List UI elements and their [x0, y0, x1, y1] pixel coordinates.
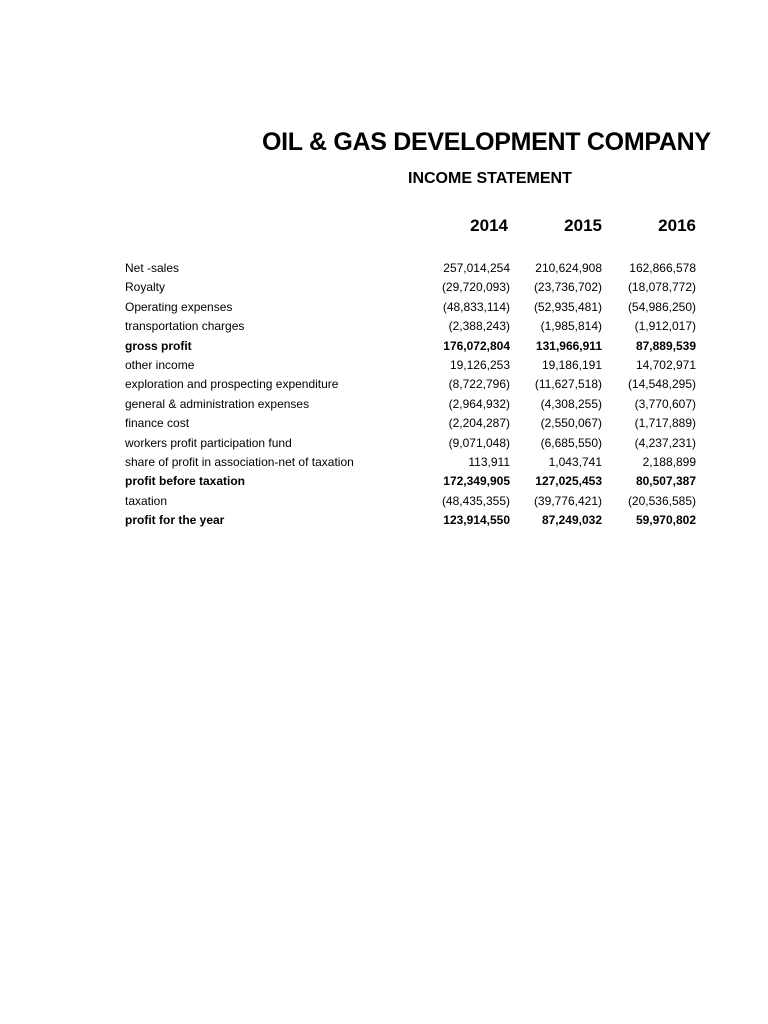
row-label: share of profit in association-net of taxation [125, 454, 354, 469]
value-2015: 1,043,741 [548, 454, 602, 469]
value-2016: (20,536,585) [627, 493, 696, 508]
table-row [0, 356, 768, 375]
table-row [0, 492, 768, 511]
value-2016: 59,970,802 [635, 513, 696, 528]
row-label: taxation [125, 493, 168, 508]
table-row [0, 472, 768, 491]
row-label: general & administration expenses [125, 396, 310, 411]
value-2014: (2,204,287) [448, 416, 510, 431]
row-label: transportation charges [125, 319, 245, 334]
row-label: profit for the year [125, 513, 225, 528]
value-2014: (8,722,796) [448, 377, 510, 392]
row-label: finance cost [125, 416, 190, 431]
value-2015: 87,249,032 [541, 513, 602, 528]
row-label: workers profit participation fund [125, 435, 292, 450]
table-row [0, 298, 768, 317]
company-title: OIL & GAS DEVELOPMENT COMPANY [262, 128, 711, 156]
row-label: exploration and prospecting expenditure [125, 377, 339, 392]
value-2014: 176,072,804 [443, 338, 510, 353]
statement-title: INCOME STATEMENT [408, 170, 572, 187]
table-row [0, 317, 768, 336]
value-2015: (1,985,814) [540, 319, 602, 334]
table-row [0, 414, 768, 433]
value-2014: (48,435,355) [441, 493, 510, 508]
value-2014: (2,388,243) [448, 319, 510, 334]
value-2015: 131,966,911 [535, 338, 602, 353]
statement-rows [0, 259, 768, 530]
value-2015: (2,550,067) [540, 416, 602, 431]
value-2014: 113,911 [468, 454, 510, 469]
value-2016: 162,866,578 [629, 261, 696, 275]
value-2015: (4,308,255) [540, 396, 602, 411]
year-header-2016: 2016 [658, 216, 696, 235]
row-label: Net -sales [125, 261, 180, 275]
value-2016: 2,188,899 [642, 454, 696, 469]
value-2014: 257,014,254 [443, 261, 510, 275]
value-2016: (3,770,607) [634, 396, 696, 411]
value-2015: (11,627,518) [534, 377, 602, 392]
value-2015: (23,736,702) [533, 280, 602, 295]
year-header-2014: 2014 [470, 216, 508, 235]
row-label: gross profit [125, 338, 192, 353]
value-2015: 19,186,191 [541, 357, 602, 372]
value-2014: 19,126,253 [449, 357, 510, 372]
value-2014: (2,964,932) [448, 396, 510, 411]
value-2016: (1,717,889) [634, 416, 696, 431]
table-row [0, 278, 768, 297]
value-2014: 123,914,550 [443, 513, 510, 528]
value-2016: (4,237,231) [634, 435, 696, 450]
value-2016: (14,548,295) [627, 377, 696, 392]
value-2014: (9,071,048) [448, 435, 510, 450]
value-2016: (54,986,250) [627, 299, 696, 314]
value-2016: (1,912,017) [634, 319, 696, 334]
value-2014: 172,349,905 [443, 474, 510, 489]
table-row [0, 453, 768, 472]
table-row [0, 337, 768, 356]
value-2015: (6,685,550) [540, 435, 602, 450]
value-2015: (52,935,481) [533, 299, 602, 314]
row-label: profit before taxation [125, 474, 246, 489]
table-row [0, 375, 768, 394]
value-2016: 87,889,539 [635, 338, 696, 353]
row-label: Royalty [125, 280, 166, 295]
value-2015: (39,776,421) [533, 493, 602, 508]
table-row [0, 395, 768, 414]
table-row [0, 434, 768, 453]
value-2016: 14,702,971 [635, 357, 696, 372]
table-row [0, 259, 768, 278]
year-header-2015: 2015 [564, 216, 602, 235]
table-row [0, 511, 768, 530]
value-2015: 210,624,908 [535, 261, 602, 275]
value-2014: (29,720,093) [441, 280, 510, 295]
row-label: other income [125, 357, 195, 372]
value-2016: 80,507,387 [635, 474, 696, 489]
value-2015: 127,025,453 [535, 474, 602, 489]
value-2014: (48,833,114) [442, 299, 510, 314]
row-label: Operating expenses [125, 299, 233, 314]
value-2016: (18,078,772) [627, 280, 696, 295]
